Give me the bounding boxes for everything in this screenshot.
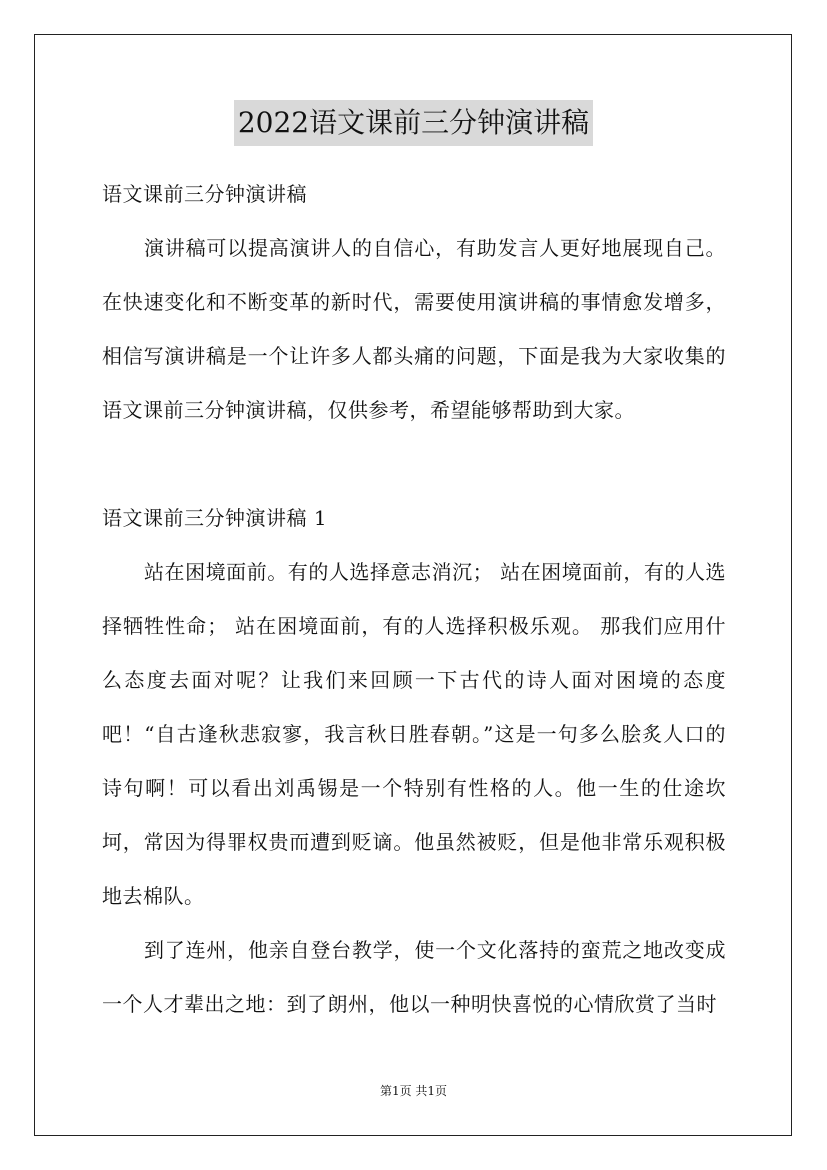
title-wrap bbox=[0, 100, 827, 146]
document-title: 2022语文课前三分钟演讲稿 bbox=[234, 100, 593, 146]
page-footer: 第1页 共1页 bbox=[379, 1084, 448, 1098]
body-paragraph-1: 站在困境面前。有的人选择意志消沉； 站在困境面前，有的人选择牺牲性命； 站在困境面前，有的人选择积极乐观。 那我们应用什么态度去面对呢？让我们来回顾一下古代的诗人面对困境的态度吧！“自古逢秋悲寂寥，我言秋日胜春朝。”这是一句多么脍炙人口的诗句啊！可以看出刘禹锡是一个特别有性格的人。他一生的仕途坎坷，常因为得罪权贵而遭到贬谪。他虽然被贬，但是他非常乐观积极地去棉队。 bbox=[102, 560, 726, 908]
intro-paragraph: 演讲稿可以提高演讲人的自信心，有助发言人更好地展现自己。在快速变化和不断变革的新时代，需要使用演讲稿的事情愈发增多，相信写演讲稿是一个让许多人都头痛的问题，下面是我为大家收集的语文课前三分钟演讲稿，仅供参考，希望能够帮助到大家。 bbox=[102, 236, 726, 422]
document-subtitle: 语文课前三分钟演讲稿 bbox=[102, 182, 307, 206]
section-heading: 语文课前三分钟演讲稿 1 bbox=[102, 506, 328, 530]
body-paragraph-2: 到了连州，他亲自登台教学，使一个文化落持的蛮荒之地改变成一个人才辈出之地：到了朗州，他以一种明快喜悦的心情欣赏了当时 bbox=[102, 938, 726, 1016]
